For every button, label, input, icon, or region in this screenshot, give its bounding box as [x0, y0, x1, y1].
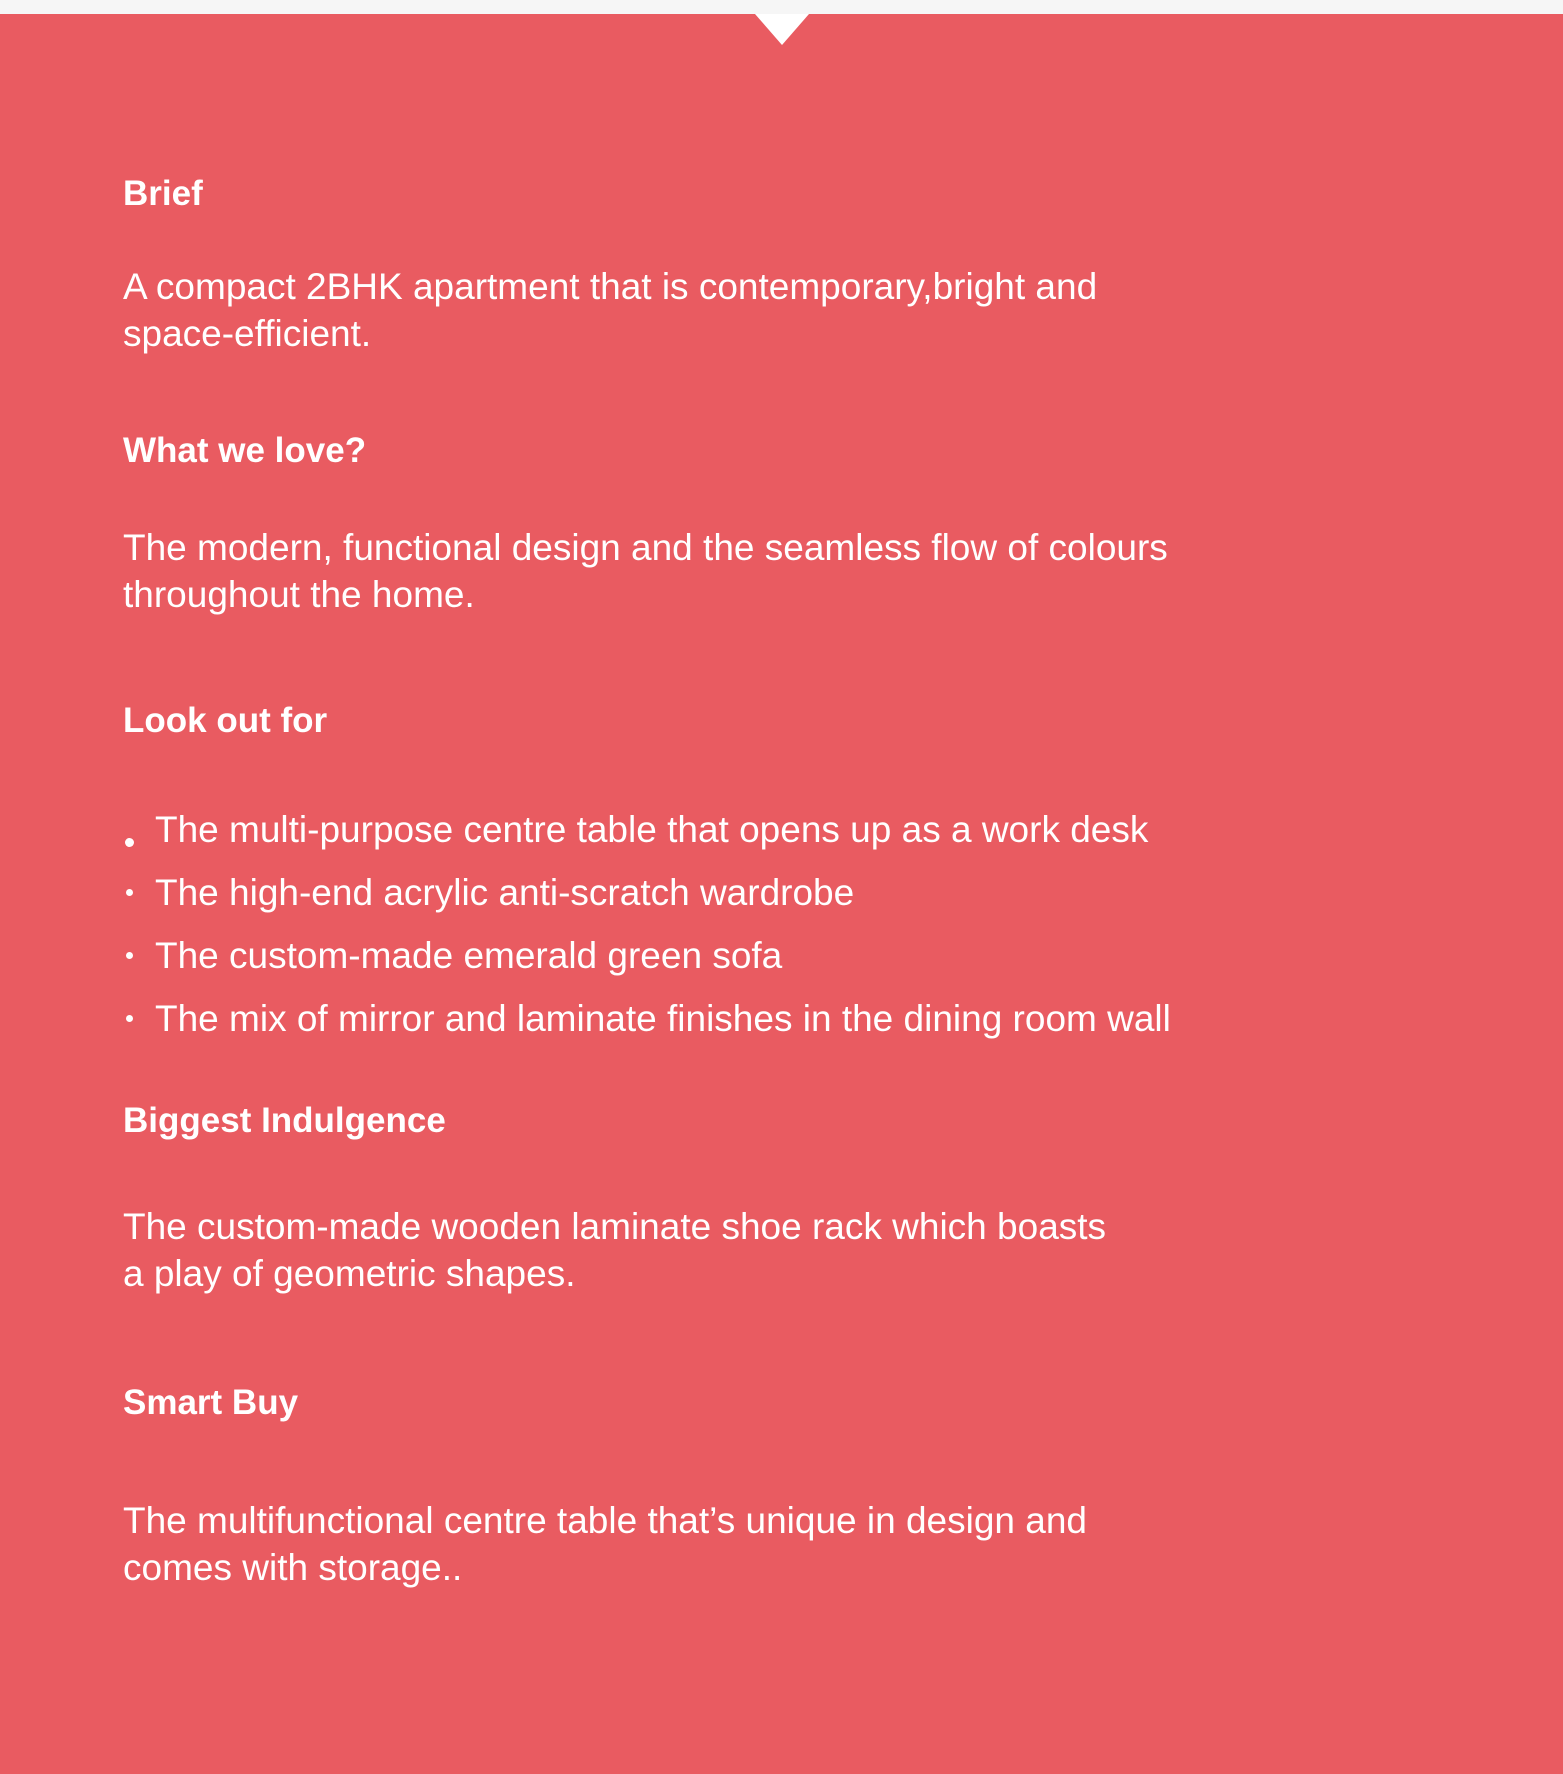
list-item-text: The custom-made emerald green sofa: [155, 935, 783, 976]
pointer-notch: [755, 14, 809, 45]
bullet-icon: [126, 952, 133, 959]
smartbuy-line: The multifunctional centre table that’s unique in design and: [123, 1500, 1088, 1541]
list-item: [123, 869, 1171, 932]
list-item: [123, 932, 1171, 995]
lookout-list: [123, 806, 1171, 1058]
smartbuy-line: comes with storage..: [123, 1547, 463, 1588]
list-item-text: The mix of mirror and laminate finishes in the dining room wall: [155, 998, 1171, 1039]
lookout-heading: Look out for: [123, 701, 328, 740]
top-strip: [0, 0, 1563, 15]
bullet-icon: [125, 838, 134, 847]
love-heading: What we love?: [123, 431, 367, 470]
love-text: [123, 524, 1273, 618]
list-item: [123, 995, 1171, 1058]
brief-text: [123, 263, 1273, 357]
indulgence-line: a play of geometric shapes.: [123, 1253, 576, 1294]
bullet-icon: [126, 889, 133, 896]
brief-line: space-efficient.: [123, 313, 372, 354]
indulgence-text: [123, 1203, 1273, 1297]
list-item: [123, 806, 1171, 869]
smartbuy-text: [123, 1497, 1273, 1591]
indulgence-line: The custom-made wooden laminate shoe rack which boasts: [123, 1206, 1107, 1247]
brief-heading: Brief: [123, 174, 203, 213]
love-line: The modern, functional design and the seamless flow of colours: [123, 527, 1168, 568]
list-item-text: The multi-purpose centre table that opens up as a work desk: [155, 809, 1149, 850]
indulgence-heading: Biggest Indulgence: [123, 1101, 446, 1140]
list-item-text: The high-end acrylic anti-scratch wardrobe: [155, 872, 855, 913]
brief-line: A compact 2BHK apartment that is contemporary,bright and: [123, 266, 1098, 307]
smartbuy-heading: Smart Buy: [123, 1383, 299, 1422]
bullet-icon: [126, 1015, 133, 1022]
love-line: throughout the home.: [123, 574, 475, 615]
